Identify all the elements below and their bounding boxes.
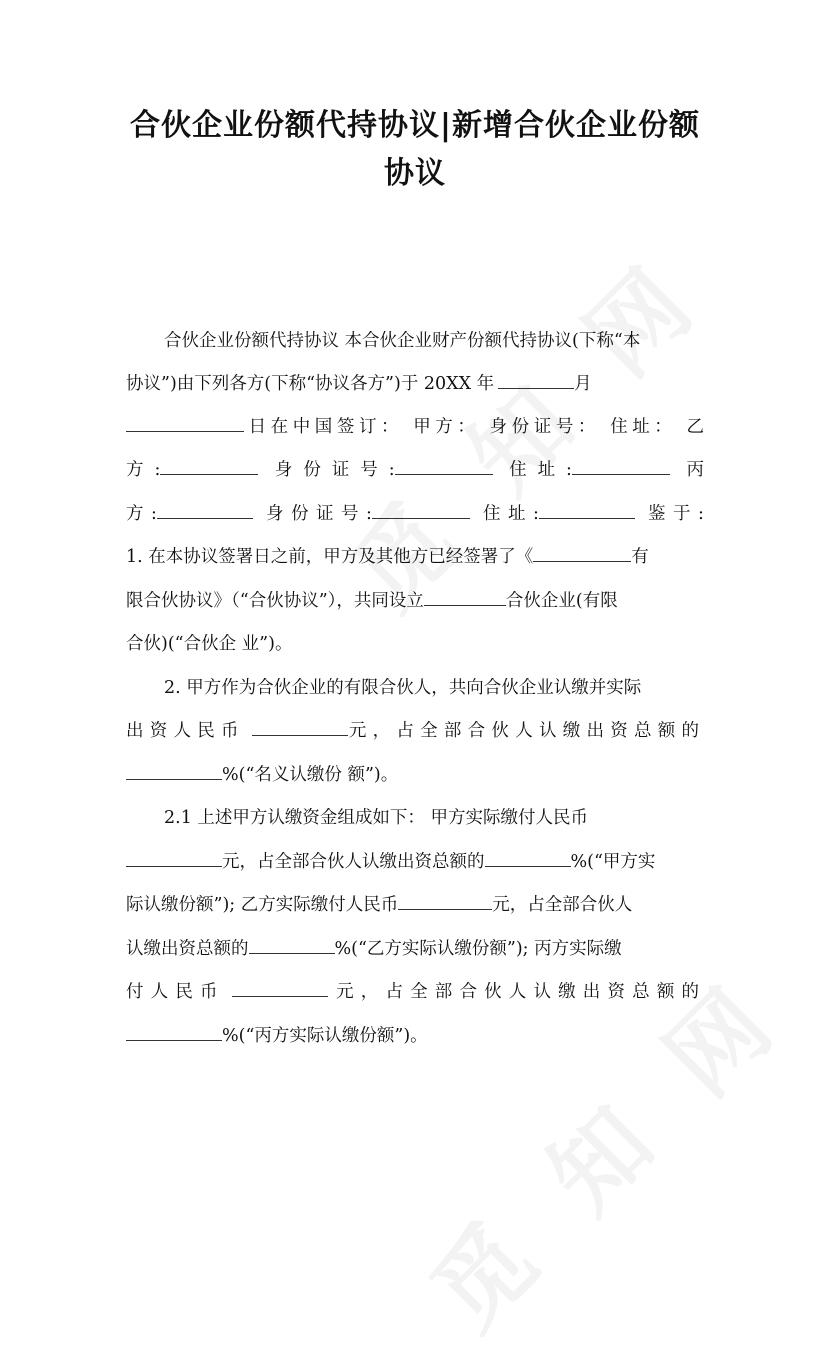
blank <box>485 847 571 867</box>
text: 出资人民币 <box>126 721 245 741</box>
p1-line-2 <box>126 369 704 399</box>
blank <box>126 847 222 867</box>
label-party-b: 方: <box>126 460 161 480</box>
text: 月 <box>574 374 592 394</box>
blank <box>572 455 670 475</box>
blank <box>126 1021 222 1041</box>
text: %(“乙方实际认缴份额”); <box>334 939 529 959</box>
p3-line-2 <box>126 847 704 877</box>
text: 限合伙协议》（“合伙协议”），共同设立 <box>126 591 424 611</box>
p2-line-2 <box>126 716 704 746</box>
p1-line-4 <box>126 455 704 485</box>
text: 合伙企业(有限 <box>505 591 618 611</box>
text: 元，占全部合伙人认缴出资总额的 <box>336 982 704 1002</box>
p3-line-1 <box>164 803 704 833</box>
text: %(“甲方实 <box>570 852 656 872</box>
text: 鉴于: <box>648 504 704 524</box>
label-id-number: 身份证号： <box>489 417 600 437</box>
text: 合伙企业份额代持协议 本合伙企业财产份额代持协议(下称“本 <box>164 331 641 351</box>
text: 1. 在本协议签署日之前，甲方及其他方已经签署了《 <box>126 547 534 567</box>
p1-line-1 <box>164 326 704 356</box>
blank <box>157 499 253 519</box>
blank-percent <box>126 760 222 780</box>
text: %(“丙方实际认缴份额”)。 <box>222 1026 428 1046</box>
p3-line-6 <box>126 1021 704 1051</box>
blank <box>249 934 335 954</box>
p1-line-5 <box>126 499 704 529</box>
text: %(“名义认缴份 额”)。 <box>222 765 399 785</box>
label-address: 住址: <box>509 460 572 480</box>
text: 付人民币 <box>126 982 225 1002</box>
blank-month <box>498 369 574 389</box>
blank <box>398 890 492 910</box>
text: 合伙)(“合伙企 业”)。 <box>126 634 293 654</box>
blank <box>539 499 635 519</box>
blank <box>395 455 493 475</box>
label-party-c: 方: <box>126 504 157 524</box>
text: 有 <box>631 547 649 567</box>
label-party-a: 甲方： <box>413 417 480 437</box>
text: 日在中国签订： <box>244 417 404 437</box>
title-line-2: 协议 <box>384 156 446 191</box>
text: 丙方实际缴 <box>534 939 622 959</box>
text: 2.1 上述甲方认缴资金组成如下： 甲方实际缴付人民币 <box>164 808 588 828</box>
text: 协议”)由下列各方(下称“协议各方”)于 20XX 年 <box>126 374 495 394</box>
label-id-number: 身份证号: <box>266 504 372 524</box>
text: 元，占全部合伙人 <box>492 895 633 915</box>
text: 乙方实际缴付人民币 <box>240 895 399 915</box>
text: 元，占全部合伙人认缴出资总额的 <box>347 721 704 741</box>
label-id-number: 身份证号: <box>274 460 395 480</box>
p3-line-5 <box>126 977 704 1007</box>
p1-line-6 <box>126 542 704 572</box>
blank-day <box>126 412 244 432</box>
title-line-1: 合伙企业份额代持协议|新增合伙企业份额 <box>130 108 700 143</box>
text: 际认缴份额”); <box>126 895 236 915</box>
blank <box>533 542 631 562</box>
p1-line-3 <box>126 412 704 442</box>
p2-line-3 <box>126 760 704 790</box>
blank <box>424 586 506 606</box>
text: 认缴出资总额的 <box>126 939 249 959</box>
text: 丙 <box>686 460 704 480</box>
p1-line-8 <box>126 629 704 659</box>
p1-line-7 <box>126 586 704 616</box>
p3-line-4 <box>126 934 704 964</box>
blank <box>160 455 258 475</box>
label-address: 住址: <box>483 504 539 524</box>
p3-line-3 <box>126 890 704 920</box>
blank-amount <box>252 716 348 736</box>
document-title <box>110 102 720 198</box>
text: 2. 甲方作为合伙企业的有限合伙人，共向合伙企业认缴并实际 <box>164 678 642 698</box>
blank <box>372 499 470 519</box>
blank <box>232 977 328 997</box>
text: 元，占全部合伙人认缴出资总额的 <box>222 852 485 872</box>
text: 乙 <box>686 417 704 437</box>
label-address: 住址： <box>610 417 677 437</box>
p2-line-1 <box>164 673 704 703</box>
